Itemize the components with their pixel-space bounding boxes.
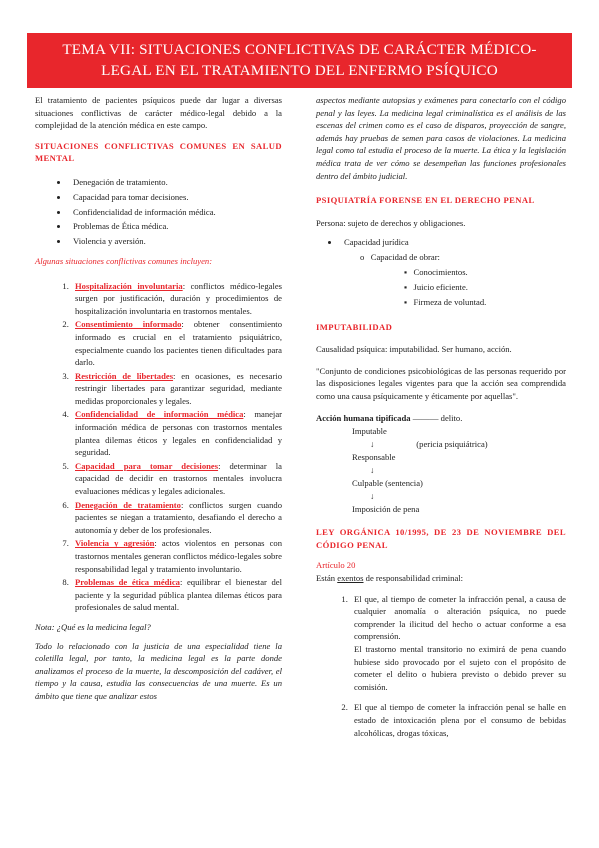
flow-pericia: (pericia psiquiátrica) bbox=[416, 439, 488, 450]
left-column bbox=[35, 94, 282, 703]
note-text: Todo lo relacionado con la justicia de una especialidad tiene la coletilla legal, por tanto, la medicina legal es la parte donde analizamos el proceso de la muerte, la descomposición del cadáver, el tiempo y la causa, estudia las consecuencias de una muerte. Es un ámbito que tiene que analizar estos bbox=[35, 640, 282, 701]
title-line-1: TEMA VII: SITUACIONES CONFLICTIVAS DE CARÁCTER MÉDICO- bbox=[62, 41, 537, 58]
right-column bbox=[316, 94, 566, 740]
list-item: • Capacidad para tomar decisiones. bbox=[69, 190, 282, 205]
list-item: • Violencia y aversión. bbox=[69, 234, 282, 249]
list-item bbox=[71, 576, 282, 614]
cap-juridica: Capacidad jurídica bbox=[344, 237, 409, 248]
causalidad-line: Causalidad psíquica: imputabilidad. Ser humano, acción. bbox=[316, 343, 512, 354]
item-term: Denegación de tratamiento bbox=[75, 499, 181, 510]
list-item: • Confidencialidad de información médica. bbox=[69, 205, 282, 220]
item-text: : determinar la capacidad de decidir en trastornos mentales involucra evaluaciones médicas y legales adicionales. bbox=[75, 460, 283, 497]
heading-imputabilidad: IMPUTABILIDAD bbox=[316, 322, 393, 333]
cap-obrar: Capacidad de obrar: bbox=[370, 252, 440, 263]
heading-psiquiatria-forense: PSIQUIATRÍA FORENSE EN EL DERECHO PENAL bbox=[316, 195, 535, 206]
flow-imputable: Imputable bbox=[352, 426, 387, 437]
subheading-algunas: Algunas situaciones conflictivas comunes incluyen: bbox=[35, 255, 213, 266]
list-item: 1. El que, al tiempo de cometer la infracción penal, a causa de cualquier anomalía o alteración psíquica, no puede comprender la ilicitud del hecho o actuar conforme a esa comprensión. El trastorno mental transitorio no eximirá de pena cuando hubiese sido provocado por el sujeto con el propósito de cometer el delito o hubiera previsto o debido prever su comisión. bbox=[350, 593, 566, 694]
imputabilidad-quote: "Conjunto de condiciones psicobiológicas de las personas requerido por las disposiciones legales vigentes para que la acción sea comprendida como una causa psíquicamente y éticamente por aquellas". bbox=[316, 365, 566, 401]
list-item bbox=[71, 537, 282, 575]
item-text: : manejar información médica de personas con trastornos mentales plantea dilemas éticos y legales en confidencialidad y seguridad. bbox=[75, 409, 282, 458]
arrow-down-icon: ↓ bbox=[370, 491, 375, 502]
item-term: Hospitalización involuntaria bbox=[75, 280, 183, 291]
list-item: 2. El que al tiempo de cometer la infracción penal se halle en estado de intoxicación plena por el consumo de bebidas alcohólicas, drogas tóxicas, bbox=[350, 701, 566, 739]
note-continuation: aspectos mediante autopsias y exámenes para conectarlo con el código penal y las leyes. La medicina legal criminalística es el análisis de las escenas del crimen como es el caso de disparos, proyección de sangre, además hay pruebas de semen para casos de violaciones. La medicina legal como tal estudia el proceso de la muerte. La ética y la legislación médica trata de ver cómo se desempeñan las funciones profesionales dentro del ámbito judicial. bbox=[316, 95, 566, 181]
capacidad-list bbox=[316, 235, 566, 309]
exentos-line: Están exentos de responsabilidad criminal: bbox=[316, 573, 464, 584]
note-question: Nota: ¿Qué es la medicina legal? bbox=[35, 621, 151, 632]
list-item bbox=[71, 370, 282, 408]
item-text: : actos violentos en personas con trastornos mentales generan conflictos médico-legales sobre responsabilidad legal y tratamiento involuntario. bbox=[75, 538, 282, 574]
arrow-down-icon: ↓ bbox=[370, 465, 375, 476]
item-term: Capacidad para tomar decisiones bbox=[75, 460, 219, 471]
arrow-down-icon: ↓ bbox=[370, 439, 375, 450]
persona-line: Persona: sujeto de derechos y obligaciones. bbox=[316, 217, 466, 228]
item-text: : conflictos surgen cuando pacientes se niegan a tratamiento, desafiando el derecho a autonomía y deber de los profesionales. bbox=[75, 499, 282, 535]
heading-ley-organica: LEY ORGÁNICA 10/1995, DE 23 DE NOVIEMBRE DEL CÓDIGO PENAL bbox=[316, 527, 566, 550]
flow-accion: Acción humana tipificada bbox=[316, 413, 411, 424]
arrow-right-icon: ——— bbox=[412, 413, 439, 424]
flow-culpable: Culpable (sentencia) bbox=[352, 478, 423, 489]
square-icon: ▪ bbox=[404, 296, 408, 307]
imputability-flow bbox=[316, 412, 566, 516]
title-line-2: LEGAL EN EL TRATAMIENTO DEL ENFERMO PSÍQUICO bbox=[101, 62, 498, 79]
square-icon: ▪ bbox=[404, 266, 408, 277]
list-item: ▪ Juicio eficiente. bbox=[404, 281, 468, 292]
item-text: : en ocasiones, es necesario restringir libertades para garantizar seguridad, mediante medidas proporcionales y legales. bbox=[75, 370, 282, 406]
item-term: Consentimiento informado bbox=[75, 319, 182, 330]
list-item: • Denegación de tratamiento. bbox=[69, 175, 282, 190]
cap-obrar-list bbox=[344, 265, 566, 309]
flow-delito: delito. bbox=[440, 413, 463, 424]
list-item: ▪ Firmeza de voluntad. bbox=[404, 296, 487, 307]
circle-icon: o bbox=[360, 252, 365, 263]
intro-paragraph: El tratamiento de pacientes psíquicos puede dar lugar a diversas situaciones conflictivas de carácter médico-legal debido a la complejidad de la atención médica en este campo. bbox=[35, 95, 282, 131]
flow-pena: Imposición de pena bbox=[352, 504, 420, 515]
list-item bbox=[71, 408, 282, 458]
list-item bbox=[71, 280, 282, 318]
item-term: Violencia y agresión bbox=[75, 538, 155, 549]
item-term: Confidencialidad de información médica bbox=[75, 409, 244, 420]
situaciones-list bbox=[35, 175, 282, 249]
list-item bbox=[71, 318, 282, 368]
item-text: : equilibrar el bienestar del paciente y la seguridad pública plantea dilemas éticos para profesionales de salud mental. bbox=[75, 577, 283, 613]
heading-situaciones: SITUACIONES CONFLICTIVAS COMUNES EN SALUD MENTAL bbox=[35, 140, 282, 164]
list-item bbox=[71, 460, 282, 498]
list-item bbox=[340, 235, 566, 309]
item-term: Restricción de libertades bbox=[75, 370, 174, 381]
item-term: Problemas de ética médica bbox=[75, 577, 180, 588]
item-text: : conflictos médico-legales surgen por justificación, duración y procedimientos de hospitalización involuntaria en trastornos mentales. bbox=[75, 280, 282, 316]
item-text: : obtener consentimiento informado es crucial en el tratamiento psiquiátrico, especialmente cuando los pacientes tienen dificultades para darlo. bbox=[75, 319, 282, 368]
square-icon: ▪ bbox=[404, 281, 408, 292]
title-banner bbox=[27, 33, 572, 88]
list-item: • Problemas de Ética médica. bbox=[69, 219, 282, 234]
flow-responsable: Responsable bbox=[352, 452, 396, 463]
articulo-label: Artículo 20 bbox=[316, 560, 356, 571]
list-item: ▪ Conocimientos. bbox=[404, 266, 468, 277]
articulo-list bbox=[316, 593, 566, 740]
conflict-list bbox=[35, 280, 282, 614]
list-item bbox=[71, 499, 282, 537]
